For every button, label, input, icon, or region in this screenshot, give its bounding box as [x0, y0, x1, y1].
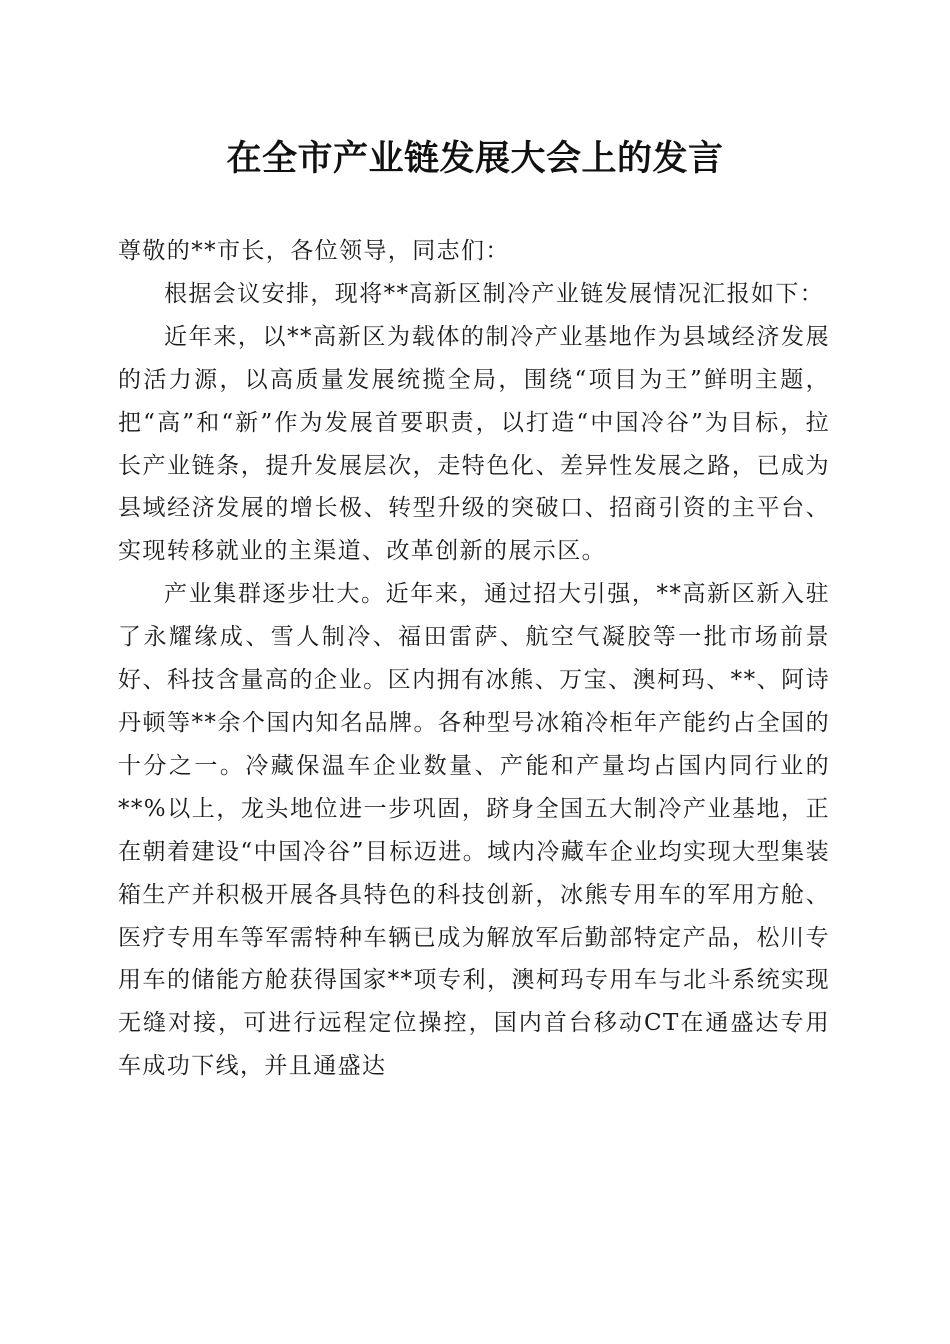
paragraph-industry-cluster: 产业集群逐步壮大。近年来，通过招大引强，**高新区新入驻了永耀缘成、雪人制冷、福田雷萨、航空气凝胶等一批市场前景好、科技含量高的企业。区内拥有冰熊、万宝、澳柯玛、**、阿诗丹顿等**余个国内知名品牌。各种型号冰箱冷柜年产能约占全国的十分之一。冷藏保温车企业数量、产能和产量均占国内同行业的**%以上，龙头地位进一步巩固，跻身全国五大制冷产业基地，正在朝着建设“中国冷谷”目标迈进。域内冷藏车企业均实现大型集装箱生产并积极开展各具特色的科技创新，冰熊专用车的军用方舱、医疗专用车等军需特种车辆已成为解放军后勤部特定产品，松川专用车的储能方舱获得国家**项专利，澳柯玛专用车与北斗系统实现无缝对接，可进行远程定位操控，国内首台移动CT在通盛达专用车成功下线，并且通盛达: [118, 581, 830, 1080]
paragraph-intro: 根据会议安排，现将**高新区制冷产业链发展情况汇报如下：: [164, 280, 825, 307]
salutation: 尊敬的**市长，各位领导，同志们：: [118, 238, 510, 264]
paragraph-overview: 近年来，以**高新区为载体的制冷产业基地作为县域经济发展的活力源，以高质量发展统揽全局，围绕“项目为王”鲜明主题，把“高”和“新”作为发展首要职责，以打造“中国冷谷”为目标，拉长产业链条，提升发展层次，走特色化、差异性发展之路，已成为县域经济发展的增长极、转型升级的突破口、招商引资的主平台、实现转移就业的主渠道、改革创新的展示区。: [118, 323, 830, 565]
document-body: [118, 230, 830, 1088]
document-title: 在全市产业链发展大会上的发言: [226, 138, 724, 179]
